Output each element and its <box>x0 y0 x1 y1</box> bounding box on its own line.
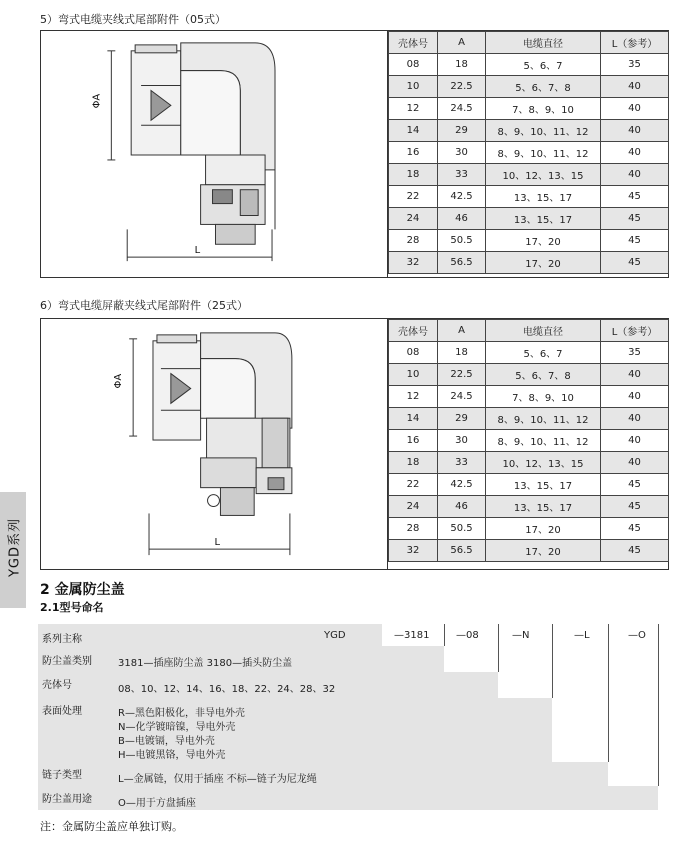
cell: 8、9、10、11、12 <box>486 430 601 452</box>
naming-value-surface-r: R—黑色阳极化，非导电外壳 <box>118 708 245 719</box>
cell: 5、6、7、8 <box>486 76 601 98</box>
cell: 50.5 <box>438 518 486 540</box>
table-row <box>389 252 669 274</box>
naming-code-usage: —O <box>628 630 646 641</box>
col-header-l: L（参考） <box>601 320 669 342</box>
cell: 10、12、13、15 <box>486 164 601 186</box>
cell: 24.5 <box>438 386 486 408</box>
cell: 13、15、17 <box>486 208 601 230</box>
dim-a-label-25: ΦA <box>113 373 125 389</box>
naming-value-shell: 08、10、12、14、16、18、22、24、28、32 <box>118 684 336 695</box>
cell: 32 <box>389 252 438 274</box>
col-header-shell: 壳体号 <box>389 320 438 342</box>
naming-code-surface: —N <box>512 630 530 641</box>
cell: 13、15、17 <box>486 186 601 208</box>
cell: 40 <box>601 142 669 164</box>
cell: 28 <box>389 230 438 252</box>
table-header-row <box>389 320 669 342</box>
naming-divider <box>498 624 499 672</box>
cell: 17、20 <box>486 252 601 274</box>
table-row <box>389 186 669 208</box>
cell: 32 <box>389 540 438 562</box>
cell: 8、9、10、11、12 <box>486 408 601 430</box>
connector-drawing-25-svg <box>41 319 387 569</box>
series-side-tab-label: YGD系列 <box>7 517 23 578</box>
cell: 22.5 <box>438 364 486 386</box>
col-header-l: L（参考） <box>601 32 669 54</box>
cell: 18 <box>438 342 486 364</box>
cell: 46 <box>438 496 486 518</box>
cell: 40 <box>601 364 669 386</box>
table-row <box>389 518 669 540</box>
naming-label-series: 系列主称 <box>42 634 82 645</box>
col-header-cable: 电缆直径 <box>486 32 601 54</box>
cell: 22.5 <box>438 76 486 98</box>
section6-table <box>388 319 669 562</box>
section5-title: 5）弯式电缆夹线式尾部附件（05式） <box>40 13 226 26</box>
table-row <box>389 230 669 252</box>
cell: 40 <box>601 452 669 474</box>
naming-value-usage: O—用于方盘插座 <box>118 798 196 809</box>
naming-value-category: 3181—插座防尘盖 3180—插头防尘盖 <box>118 658 293 669</box>
cell: 45 <box>601 474 669 496</box>
naming-value-surface-n: N—化学镀暗镍，导电外壳 <box>118 722 236 733</box>
connector-drawing-05 <box>41 31 388 277</box>
table-row <box>389 430 669 452</box>
cell: 42.5 <box>438 186 486 208</box>
heading-metal-dust-cap: 2 金属防尘盖 <box>40 582 125 598</box>
cell: 28 <box>389 518 438 540</box>
table-row <box>389 142 669 164</box>
cell: 08 <box>389 342 438 364</box>
cell: 24.5 <box>438 98 486 120</box>
table-row <box>389 76 669 98</box>
dim-a-label-05: ΦA <box>91 93 103 109</box>
naming-divider <box>658 624 659 786</box>
section6-title: 6）弯式电缆屏蔽夹线式尾部附件（25式） <box>40 299 248 312</box>
cell: 14 <box>389 408 438 430</box>
cell: 24 <box>389 208 438 230</box>
cell: 45 <box>601 252 669 274</box>
dim-l-label-05: L <box>194 245 201 257</box>
section6-panel <box>40 318 669 570</box>
cell: 45 <box>601 230 669 252</box>
connector-drawing-05-svg <box>41 31 387 277</box>
cell: 45 <box>601 186 669 208</box>
table-row <box>389 208 669 230</box>
cell: 46 <box>438 208 486 230</box>
cell: 40 <box>601 430 669 452</box>
naming-code-category: —3181 <box>394 630 430 641</box>
model-naming-diagram <box>38 624 670 810</box>
cell: 16 <box>389 430 438 452</box>
table-row <box>389 474 669 496</box>
cell: 22 <box>389 186 438 208</box>
col-header-shell: 壳体号 <box>389 32 438 54</box>
naming-band-surface <box>38 698 552 762</box>
naming-series-code: YGD <box>324 630 346 641</box>
cell: 08 <box>389 54 438 76</box>
cell: 10、12、13、15 <box>486 452 601 474</box>
naming-label-shell: 壳体号 <box>42 680 72 691</box>
series-side-tab <box>0 492 26 608</box>
cell: 45 <box>601 496 669 518</box>
cell: 13、15、17 <box>486 496 601 518</box>
cell: 18 <box>438 54 486 76</box>
heading-model-naming: 2.1型号命名 <box>40 601 104 614</box>
table-row <box>389 54 669 76</box>
cell: 12 <box>389 98 438 120</box>
naming-code-shell: —08 <box>456 630 479 641</box>
naming-divider <box>608 624 609 762</box>
cell: 5、6、7 <box>486 342 601 364</box>
cell: 18 <box>389 164 438 186</box>
naming-value-surface-h: H—电镀黑铬，导电外壳 <box>118 750 226 761</box>
naming-label-surface: 表面处理 <box>42 706 82 717</box>
cell: 45 <box>601 208 669 230</box>
cell: 24 <box>389 496 438 518</box>
cell: 5、6、7 <box>486 54 601 76</box>
naming-divider <box>552 624 553 698</box>
table-row <box>389 164 669 186</box>
table-row <box>389 98 669 120</box>
cell: 45 <box>601 518 669 540</box>
cell: 33 <box>438 452 486 474</box>
cell: 30 <box>438 430 486 452</box>
cell: 10 <box>389 76 438 98</box>
naming-value-surface-b: B—电镀镉，导电外壳 <box>118 736 215 747</box>
table-row <box>389 342 669 364</box>
naming-label-category: 防尘盖类别 <box>42 656 92 667</box>
cell: 29 <box>438 408 486 430</box>
table-row <box>389 408 669 430</box>
cell: 17、20 <box>486 518 601 540</box>
cell: 50.5 <box>438 230 486 252</box>
cell: 10 <box>389 364 438 386</box>
cell: 12 <box>389 386 438 408</box>
cell: 8、9、10、11、12 <box>486 120 601 142</box>
connector-drawing-25 <box>41 319 388 569</box>
naming-divider <box>444 624 445 646</box>
cell: 35 <box>601 54 669 76</box>
cell: 7、8、9、10 <box>486 98 601 120</box>
naming-value-chain: L—金属链，仅用于插座 不标—链子为尼龙绳 <box>118 774 317 785</box>
dim-l-label-25: L <box>214 537 221 549</box>
col-header-a: A <box>438 320 486 342</box>
col-header-cable: 电缆直径 <box>486 320 601 342</box>
cell: 33 <box>438 164 486 186</box>
table-row <box>389 120 669 142</box>
naming-code-chain: —L <box>574 630 590 641</box>
cell: 30 <box>438 142 486 164</box>
cell: 7、8、9、10 <box>486 386 601 408</box>
cell: 18 <box>389 452 438 474</box>
table-row <box>389 364 669 386</box>
cell: 29 <box>438 120 486 142</box>
cell: 40 <box>601 164 669 186</box>
cell: 40 <box>601 120 669 142</box>
cell: 16 <box>389 142 438 164</box>
table-header-row <box>389 32 669 54</box>
cell: 40 <box>601 98 669 120</box>
cell: 13、15、17 <box>486 474 601 496</box>
cell: 17、20 <box>486 540 601 562</box>
cell: 45 <box>601 540 669 562</box>
cell: 22 <box>389 474 438 496</box>
cell: 56.5 <box>438 252 486 274</box>
cell: 40 <box>601 408 669 430</box>
table-row <box>389 540 669 562</box>
cell: 42.5 <box>438 474 486 496</box>
section5-panel <box>40 30 669 278</box>
cell: 5、6、7、8 <box>486 364 601 386</box>
table-row <box>389 386 669 408</box>
col-header-a: A <box>438 32 486 54</box>
cell: 35 <box>601 342 669 364</box>
table-row <box>389 452 669 474</box>
cell: 8、9、10、11、12 <box>486 142 601 164</box>
cell: 40 <box>601 76 669 98</box>
cell: 56.5 <box>438 540 486 562</box>
naming-label-usage: 防尘盖用途 <box>42 794 92 805</box>
table-row <box>389 496 669 518</box>
cell: 14 <box>389 120 438 142</box>
cell: 40 <box>601 386 669 408</box>
cell: 17、20 <box>486 230 601 252</box>
naming-label-chain: 链子类型 <box>42 770 82 781</box>
footnote: 注：金属防尘盖应单独订购。 <box>40 820 183 833</box>
section5-table <box>388 31 669 274</box>
